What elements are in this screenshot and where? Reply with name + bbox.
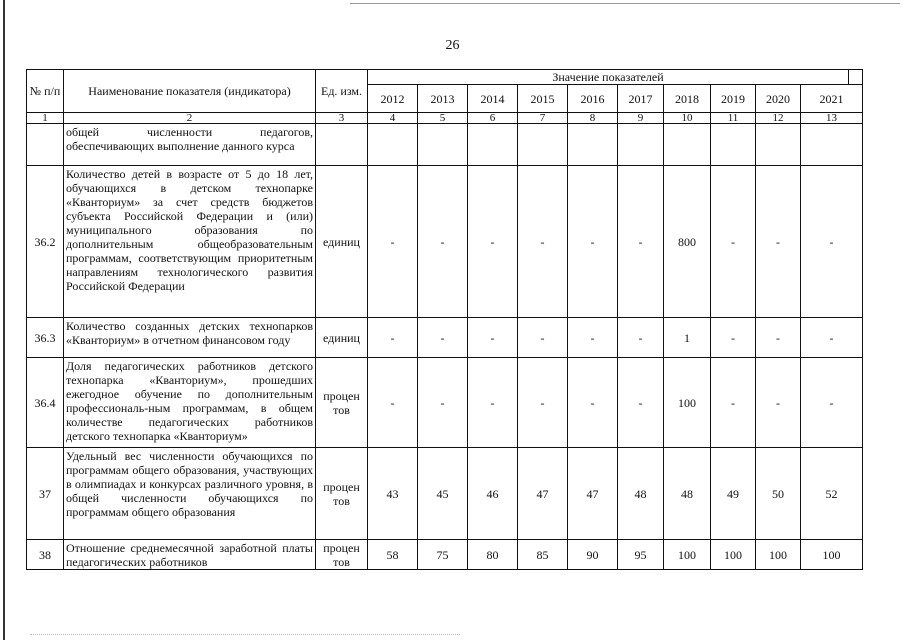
table-row [27, 448, 863, 540]
value-cell-2016: - [568, 358, 618, 448]
header-num: № п/п [27, 70, 64, 113]
value-cell-2018 [664, 124, 711, 166]
table-row [27, 124, 863, 166]
value-cell-2018: 100 [664, 540, 711, 570]
value-cell-2015: 47 [518, 448, 568, 540]
value-cell-2014: 80 [468, 540, 518, 570]
indicator-name: Количество детей в возрасте от 5 до 18 лет, обучающихся в детском технопарке «Кванториум» за счет средств бюджетов субъекта Российской Федерации и (или) муниципального образования по дополнительным общеобразовательным программам, соответствующим приоритетным направлениям технологического развития Российской Федерации [64, 166, 316, 318]
column-number-9: 9 [618, 113, 664, 124]
value-cell-2016: 47 [568, 448, 618, 540]
column-number-4: 4 [368, 113, 418, 124]
unit-cell: процен тов [316, 448, 368, 540]
header-unit: Ед. изм. [316, 70, 368, 113]
value-cell-2021: - [801, 358, 863, 448]
column-number-5: 5 [418, 113, 468, 124]
indicator-name: общей численности педагогов, обеспечивающих выполнение данного курса [64, 124, 316, 166]
year-header-2019: 2019 [711, 85, 756, 113]
column-number-2: 2 [64, 113, 316, 124]
column-number-8: 8 [568, 113, 618, 124]
value-cell-2013 [418, 124, 468, 166]
value-cell-2013: - [418, 318, 468, 358]
value-cell-2018: 48 [664, 448, 711, 540]
year-header-2021: 2021 [801, 85, 863, 113]
column-number-7: 7 [518, 113, 568, 124]
page-number: 26 [445, 38, 460, 53]
value-cell-2018: 1 [664, 318, 711, 358]
column-number-1: 1 [27, 113, 64, 124]
unit-cell: процен тов [316, 540, 368, 570]
indicator-name: Количество созданных детских технопарков «Кванториум» в отчетном финансовом году [64, 318, 316, 358]
value-cell-2019: 100 [711, 540, 756, 570]
value-cell-2017 [618, 124, 664, 166]
value-cell-2016: 90 [568, 540, 618, 570]
year-header-2013: 2013 [418, 85, 468, 113]
value-cell-2012 [368, 124, 418, 166]
year-header-2014: 2014 [468, 85, 518, 113]
indicator-name: Удельный вес численности обучающихся по программам общего образования, участвующих в олимпиадах и конкурсах различного уровня, в общей численности обучающихся по программам общего образования [64, 448, 316, 540]
value-cell-2014: - [468, 358, 518, 448]
unit-cell: единиц [316, 166, 368, 318]
header-extra-cell [849, 70, 863, 85]
header-values-group: Значение показателей [368, 70, 849, 85]
value-cell-2015: 85 [518, 540, 568, 570]
row-number: 36.4 [27, 358, 64, 448]
value-cell-2012: - [368, 166, 418, 318]
unit-cell [316, 124, 368, 166]
value-cell-2021: 100 [801, 540, 863, 570]
header-name: Наименование показателя (индикатора) [64, 70, 316, 113]
page-left-edge [3, 0, 5, 640]
row-number: 37 [27, 448, 64, 540]
value-cell-2020: 100 [756, 540, 801, 570]
row-number: 36.3 [27, 318, 64, 358]
indicators-table [26, 69, 863, 570]
value-cell-2014 [468, 124, 518, 166]
year-header-2018: 2018 [664, 85, 711, 113]
column-number-12: 12 [756, 113, 801, 124]
value-cell-2015 [518, 124, 568, 166]
value-cell-2012: 43 [368, 448, 418, 540]
value-cell-2015: - [518, 166, 568, 318]
bottom-scan-artifact [30, 632, 460, 635]
value-cell-2016: - [568, 166, 618, 318]
value-cell-2019: 49 [711, 448, 756, 540]
year-header-2012: 2012 [368, 85, 418, 113]
table-row [27, 540, 863, 570]
value-cell-2021 [801, 124, 863, 166]
value-cell-2021: - [801, 318, 863, 358]
table-body [27, 124, 863, 570]
top-rule [350, 3, 900, 4]
table-row [27, 166, 863, 318]
table-row [27, 318, 863, 358]
value-cell-2014: - [468, 166, 518, 318]
column-number-11: 11 [711, 113, 756, 124]
value-cell-2020: - [756, 166, 801, 318]
table-row [27, 358, 863, 448]
indicator-name: Отношение среднемесячной заработной платы педагогических работников [64, 540, 316, 570]
row-number [27, 124, 64, 166]
unit-cell: единиц [316, 318, 368, 358]
value-cell-2020 [756, 124, 801, 166]
value-cell-2018: 100 [664, 358, 711, 448]
value-cell-2012: - [368, 318, 418, 358]
value-cell-2012: - [368, 358, 418, 448]
value-cell-2013: - [418, 166, 468, 318]
column-number-13: 13 [801, 113, 863, 124]
column-number-3: 3 [316, 113, 368, 124]
value-cell-2018: 800 [664, 166, 711, 318]
year-header-2015: 2015 [518, 85, 568, 113]
year-header-2020: 2020 [756, 85, 801, 113]
value-cell-2020: 50 [756, 448, 801, 540]
unit-cell: процен тов [316, 358, 368, 448]
value-cell-2014: 46 [468, 448, 518, 540]
column-number-10: 10 [664, 113, 711, 124]
row-number: 38 [27, 540, 64, 570]
column-number-row [27, 113, 863, 124]
year-header-2017: 2017 [618, 85, 664, 113]
value-cell-2016: - [568, 318, 618, 358]
value-cell-2013: - [418, 358, 468, 448]
value-cell-2020: - [756, 358, 801, 448]
value-cell-2013: 45 [418, 448, 468, 540]
value-cell-2020: - [756, 318, 801, 358]
value-cell-2017: 95 [618, 540, 664, 570]
row-number: 36.2 [27, 166, 64, 318]
value-cell-2019 [711, 124, 756, 166]
value-cell-2017: - [618, 166, 664, 318]
value-cell-2016 [568, 124, 618, 166]
column-number-6: 6 [468, 113, 518, 124]
year-header-2016: 2016 [568, 85, 618, 113]
value-cell-2017: 48 [618, 448, 664, 540]
value-cell-2015: - [518, 358, 568, 448]
indicator-name: Доля педагогических работников детского технопарка «Кванториум», прошедших ежегодное обучение по дополнительным профессиональ-ным программам, в общем количестве педагогических работников детского технопарка «Кванториум» [64, 358, 316, 448]
value-cell-2013: 75 [418, 540, 468, 570]
value-cell-2012: 58 [368, 540, 418, 570]
value-cell-2017: - [618, 318, 664, 358]
value-cell-2019: - [711, 358, 756, 448]
value-cell-2015: - [518, 318, 568, 358]
value-cell-2017: - [618, 358, 664, 448]
value-cell-2019: - [711, 318, 756, 358]
value-cell-2019: - [711, 166, 756, 318]
value-cell-2014: - [468, 318, 518, 358]
value-cell-2021: 52 [801, 448, 863, 540]
value-cell-2021: - [801, 166, 863, 318]
